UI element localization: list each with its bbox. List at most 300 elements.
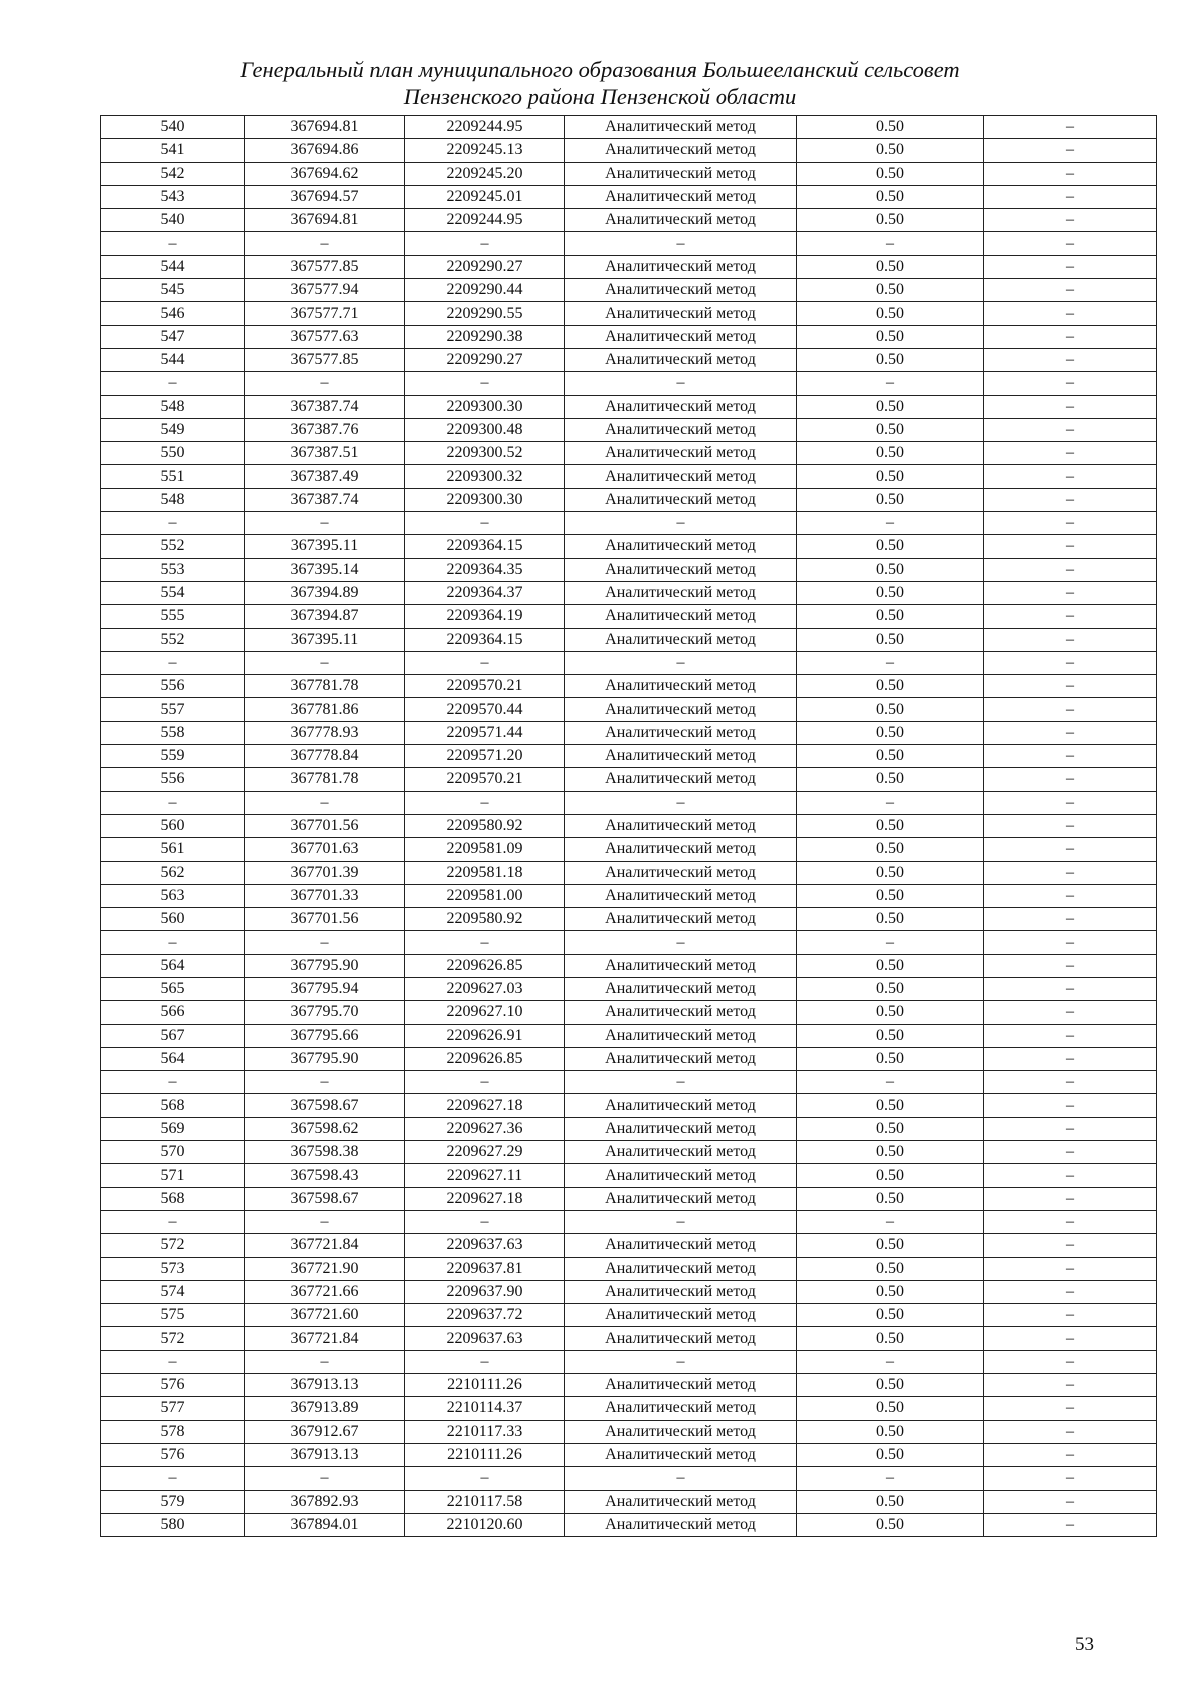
table-row xyxy=(101,838,1157,861)
accuracy-cell: – xyxy=(797,1071,984,1094)
table-row xyxy=(101,605,1157,628)
coordinates-table-body xyxy=(101,116,1157,1537)
accuracy-cell: 0.50 xyxy=(797,1513,984,1536)
point-number-cell: 574 xyxy=(101,1280,245,1303)
point-number-cell: 542 xyxy=(101,162,245,185)
x-coordinate-cell: 367694.81 xyxy=(245,209,405,232)
description-cell: – xyxy=(984,1187,1157,1210)
x-coordinate-cell: 367721.84 xyxy=(245,1234,405,1257)
document-header xyxy=(0,56,1200,110)
point-number-cell: – xyxy=(101,1210,245,1233)
x-coordinate-cell: 367795.94 xyxy=(245,977,405,1000)
point-number-cell: 576 xyxy=(101,1374,245,1397)
x-coordinate-cell: – xyxy=(245,931,405,954)
point-number-cell: 548 xyxy=(101,395,245,418)
method-cell: Аналитический метод xyxy=(565,814,797,837)
x-coordinate-cell: 367694.57 xyxy=(245,185,405,208)
x-coordinate-cell: 367912.67 xyxy=(245,1420,405,1443)
description-cell: – xyxy=(984,908,1157,931)
y-coordinate-cell: 2209627.03 xyxy=(405,977,565,1000)
x-coordinate-cell: 367577.94 xyxy=(245,279,405,302)
point-number-cell: 553 xyxy=(101,558,245,581)
y-coordinate-cell: 2210120.60 xyxy=(405,1513,565,1536)
x-coordinate-cell: 367694.81 xyxy=(245,116,405,139)
y-coordinate-cell: 2209637.63 xyxy=(405,1234,565,1257)
description-cell: – xyxy=(984,1443,1157,1466)
accuracy-cell: 0.50 xyxy=(797,442,984,465)
table-row xyxy=(101,814,1157,837)
description-cell: – xyxy=(984,721,1157,744)
y-coordinate-cell: 2209581.00 xyxy=(405,884,565,907)
method-cell: – xyxy=(565,232,797,255)
table-row xyxy=(101,185,1157,208)
x-coordinate-cell: 367387.76 xyxy=(245,418,405,441)
accuracy-cell: 0.50 xyxy=(797,395,984,418)
point-number-cell: – xyxy=(101,1350,245,1373)
method-cell: Аналитический метод xyxy=(565,1374,797,1397)
description-cell: – xyxy=(984,977,1157,1000)
method-cell: Аналитический метод xyxy=(565,1094,797,1117)
accuracy-cell: 0.50 xyxy=(797,675,984,698)
accuracy-cell: 0.50 xyxy=(797,1141,984,1164)
accuracy-cell: 0.50 xyxy=(797,884,984,907)
method-cell: Аналитический метод xyxy=(565,1443,797,1466)
accuracy-cell: 0.50 xyxy=(797,185,984,208)
y-coordinate-cell: 2209627.11 xyxy=(405,1164,565,1187)
x-coordinate-cell: 367795.90 xyxy=(245,1047,405,1070)
y-coordinate-cell: 2209290.55 xyxy=(405,302,565,325)
point-number-cell: 559 xyxy=(101,745,245,768)
table-row xyxy=(101,721,1157,744)
table-row xyxy=(101,908,1157,931)
y-coordinate-cell: 2209300.30 xyxy=(405,395,565,418)
method-cell: Аналитический метод xyxy=(565,1420,797,1443)
description-cell: – xyxy=(984,1164,1157,1187)
method-cell: Аналитический метод xyxy=(565,721,797,744)
accuracy-cell: 0.50 xyxy=(797,279,984,302)
accuracy-cell: 0.50 xyxy=(797,721,984,744)
y-coordinate-cell: 2209637.63 xyxy=(405,1327,565,1350)
accuracy-cell: 0.50 xyxy=(797,488,984,511)
y-coordinate-cell: 2209637.81 xyxy=(405,1257,565,1280)
y-coordinate-cell: 2209626.91 xyxy=(405,1024,565,1047)
x-coordinate-cell: 367701.33 xyxy=(245,884,405,907)
y-coordinate-cell: 2209290.27 xyxy=(405,255,565,278)
table-row xyxy=(101,512,1157,535)
description-cell: – xyxy=(984,791,1157,814)
method-cell: Аналитический метод xyxy=(565,1024,797,1047)
point-number-cell: – xyxy=(101,1071,245,1094)
accuracy-cell: 0.50 xyxy=(797,1280,984,1303)
method-cell: Аналитический метод xyxy=(565,908,797,931)
accuracy-cell: 0.50 xyxy=(797,255,984,278)
point-number-cell: 561 xyxy=(101,838,245,861)
table-row xyxy=(101,1420,1157,1443)
point-number-cell: 578 xyxy=(101,1420,245,1443)
description-cell: – xyxy=(984,535,1157,558)
method-cell: Аналитический метод xyxy=(565,139,797,162)
accuracy-cell: 0.50 xyxy=(797,1443,984,1466)
table-row xyxy=(101,1071,1157,1094)
x-coordinate-cell: 367781.78 xyxy=(245,768,405,791)
point-number-cell: 541 xyxy=(101,139,245,162)
y-coordinate-cell: 2209580.92 xyxy=(405,908,565,931)
x-coordinate-cell: 367721.66 xyxy=(245,1280,405,1303)
y-coordinate-cell: 2209627.18 xyxy=(405,1187,565,1210)
description-cell: – xyxy=(984,1397,1157,1420)
table-row xyxy=(101,1141,1157,1164)
x-coordinate-cell: 367721.90 xyxy=(245,1257,405,1280)
point-number-cell: 551 xyxy=(101,465,245,488)
x-coordinate-cell: 367795.70 xyxy=(245,1001,405,1024)
accuracy-cell: 0.50 xyxy=(797,1001,984,1024)
accuracy-cell: 0.50 xyxy=(797,348,984,371)
method-cell: Аналитический метод xyxy=(565,209,797,232)
y-coordinate-cell: 2209244.95 xyxy=(405,209,565,232)
x-coordinate-cell: 367598.67 xyxy=(245,1187,405,1210)
description-cell: – xyxy=(984,255,1157,278)
x-coordinate-cell: 367394.87 xyxy=(245,605,405,628)
method-cell: Аналитический метод xyxy=(565,838,797,861)
accuracy-cell: 0.50 xyxy=(797,139,984,162)
x-coordinate-cell: – xyxy=(245,791,405,814)
x-coordinate-cell: – xyxy=(245,1071,405,1094)
description-cell: – xyxy=(984,302,1157,325)
accuracy-cell: 0.50 xyxy=(797,418,984,441)
x-coordinate-cell: 367892.93 xyxy=(245,1490,405,1513)
y-coordinate-cell: 2209581.18 xyxy=(405,861,565,884)
accuracy-cell: 0.50 xyxy=(797,698,984,721)
method-cell: Аналитический метод xyxy=(565,768,797,791)
table-row xyxy=(101,1210,1157,1233)
point-number-cell: 550 xyxy=(101,442,245,465)
x-coordinate-cell: – xyxy=(245,1350,405,1373)
method-cell: Аналитический метод xyxy=(565,442,797,465)
method-cell: – xyxy=(565,372,797,395)
y-coordinate-cell: 2210117.33 xyxy=(405,1420,565,1443)
x-coordinate-cell: – xyxy=(245,372,405,395)
accuracy-cell: 0.50 xyxy=(797,814,984,837)
description-cell: – xyxy=(984,442,1157,465)
x-coordinate-cell: 367694.86 xyxy=(245,139,405,162)
description-cell: – xyxy=(984,1490,1157,1513)
y-coordinate-cell: – xyxy=(405,1071,565,1094)
point-number-cell: 570 xyxy=(101,1141,245,1164)
method-cell: – xyxy=(565,651,797,674)
method-cell: Аналитический метод xyxy=(565,884,797,907)
x-coordinate-cell: 367701.56 xyxy=(245,908,405,931)
x-coordinate-cell: 367394.89 xyxy=(245,581,405,604)
y-coordinate-cell: 2209290.38 xyxy=(405,325,565,348)
method-cell: Аналитический метод xyxy=(565,465,797,488)
point-number-cell: 579 xyxy=(101,1490,245,1513)
y-coordinate-cell: 2210111.26 xyxy=(405,1374,565,1397)
method-cell: Аналитический метод xyxy=(565,745,797,768)
y-coordinate-cell: 2209627.18 xyxy=(405,1094,565,1117)
point-number-cell: 547 xyxy=(101,325,245,348)
point-number-cell: 564 xyxy=(101,1047,245,1070)
method-cell: Аналитический метод xyxy=(565,954,797,977)
y-coordinate-cell: 2209364.37 xyxy=(405,581,565,604)
table-row xyxy=(101,1164,1157,1187)
y-coordinate-cell: 2209300.30 xyxy=(405,488,565,511)
point-number-cell: 560 xyxy=(101,814,245,837)
accuracy-cell: – xyxy=(797,791,984,814)
method-cell: Аналитический метод xyxy=(565,185,797,208)
method-cell: Аналитический метод xyxy=(565,488,797,511)
table-row xyxy=(101,1374,1157,1397)
description-cell: – xyxy=(984,605,1157,628)
point-number-cell: 556 xyxy=(101,675,245,698)
y-coordinate-cell: 2209637.72 xyxy=(405,1304,565,1327)
description-cell: – xyxy=(984,1467,1157,1490)
y-coordinate-cell: 2209300.52 xyxy=(405,442,565,465)
table-row xyxy=(101,465,1157,488)
table-row xyxy=(101,116,1157,139)
description-cell: – xyxy=(984,838,1157,861)
point-number-cell: 576 xyxy=(101,1443,245,1466)
description-cell: – xyxy=(984,162,1157,185)
method-cell: Аналитический метод xyxy=(565,395,797,418)
table-row xyxy=(101,325,1157,348)
point-number-cell: 544 xyxy=(101,255,245,278)
method-cell: Аналитический метод xyxy=(565,628,797,651)
table-row xyxy=(101,1327,1157,1350)
description-cell: – xyxy=(984,675,1157,698)
point-number-cell: 545 xyxy=(101,279,245,302)
method-cell: Аналитический метод xyxy=(565,675,797,698)
table-row xyxy=(101,1047,1157,1070)
coordinates-table xyxy=(100,115,1157,1537)
accuracy-cell: 0.50 xyxy=(797,1234,984,1257)
y-coordinate-cell: 2209627.10 xyxy=(405,1001,565,1024)
x-coordinate-cell: 367598.62 xyxy=(245,1117,405,1140)
point-number-cell: 575 xyxy=(101,1304,245,1327)
x-coordinate-cell: – xyxy=(245,512,405,535)
method-cell: Аналитический метод xyxy=(565,302,797,325)
y-coordinate-cell: – xyxy=(405,651,565,674)
method-cell: Аналитический метод xyxy=(565,1187,797,1210)
table-row xyxy=(101,954,1157,977)
accuracy-cell: – xyxy=(797,651,984,674)
method-cell: Аналитический метод xyxy=(565,1327,797,1350)
table-row xyxy=(101,791,1157,814)
description-cell: – xyxy=(984,651,1157,674)
method-cell: Аналитический метод xyxy=(565,1141,797,1164)
method-cell: Аналитический метод xyxy=(565,1513,797,1536)
table-row xyxy=(101,1001,1157,1024)
y-coordinate-cell: 2209245.13 xyxy=(405,139,565,162)
y-coordinate-cell: – xyxy=(405,512,565,535)
y-coordinate-cell: 2209626.85 xyxy=(405,1047,565,1070)
accuracy-cell: 0.50 xyxy=(797,605,984,628)
x-coordinate-cell: – xyxy=(245,1210,405,1233)
x-coordinate-cell: 367387.51 xyxy=(245,442,405,465)
y-coordinate-cell: 2209580.92 xyxy=(405,814,565,837)
table-row xyxy=(101,1094,1157,1117)
x-coordinate-cell: 367701.56 xyxy=(245,814,405,837)
y-coordinate-cell: 2209245.01 xyxy=(405,185,565,208)
y-coordinate-cell: 2209570.21 xyxy=(405,768,565,791)
point-number-cell: 577 xyxy=(101,1397,245,1420)
method-cell: Аналитический метод xyxy=(565,1304,797,1327)
description-cell: – xyxy=(984,395,1157,418)
x-coordinate-cell: – xyxy=(245,1467,405,1490)
table-row xyxy=(101,884,1157,907)
x-coordinate-cell: 367781.78 xyxy=(245,675,405,698)
point-number-cell: 565 xyxy=(101,977,245,1000)
description-cell: – xyxy=(984,768,1157,791)
accuracy-cell: 0.50 xyxy=(797,1397,984,1420)
x-coordinate-cell: 367913.13 xyxy=(245,1374,405,1397)
x-coordinate-cell: 367913.89 xyxy=(245,1397,405,1420)
accuracy-cell: 0.50 xyxy=(797,116,984,139)
table-row xyxy=(101,1257,1157,1280)
accuracy-cell: 0.50 xyxy=(797,1257,984,1280)
table-row xyxy=(101,1234,1157,1257)
description-cell: – xyxy=(984,465,1157,488)
description-cell: – xyxy=(984,372,1157,395)
accuracy-cell: 0.50 xyxy=(797,325,984,348)
table-row xyxy=(101,977,1157,1000)
point-number-cell: – xyxy=(101,1467,245,1490)
x-coordinate-cell: 367577.85 xyxy=(245,255,405,278)
method-cell: Аналитический метод xyxy=(565,348,797,371)
y-coordinate-cell: 2209244.95 xyxy=(405,116,565,139)
method-cell: – xyxy=(565,1071,797,1094)
table-row xyxy=(101,675,1157,698)
x-coordinate-cell: 367694.62 xyxy=(245,162,405,185)
y-coordinate-cell: 2209290.27 xyxy=(405,348,565,371)
y-coordinate-cell: – xyxy=(405,232,565,255)
method-cell: Аналитический метод xyxy=(565,1280,797,1303)
x-coordinate-cell: 367577.63 xyxy=(245,325,405,348)
x-coordinate-cell: – xyxy=(245,232,405,255)
point-number-cell: 580 xyxy=(101,1513,245,1536)
point-number-cell: 562 xyxy=(101,861,245,884)
method-cell: Аналитический метод xyxy=(565,162,797,185)
accuracy-cell: 0.50 xyxy=(797,581,984,604)
table-row xyxy=(101,1024,1157,1047)
description-cell: – xyxy=(984,209,1157,232)
y-coordinate-cell: 2209290.44 xyxy=(405,279,565,302)
y-coordinate-cell: 2209300.32 xyxy=(405,465,565,488)
y-coordinate-cell: 2209364.15 xyxy=(405,535,565,558)
y-coordinate-cell: 2209626.85 xyxy=(405,954,565,977)
description-cell: – xyxy=(984,488,1157,511)
point-number-cell: 558 xyxy=(101,721,245,744)
x-coordinate-cell: – xyxy=(245,651,405,674)
y-coordinate-cell: – xyxy=(405,1350,565,1373)
y-coordinate-cell: 2209300.48 xyxy=(405,418,565,441)
description-cell: – xyxy=(984,512,1157,535)
table-row xyxy=(101,1350,1157,1373)
description-cell: – xyxy=(984,1420,1157,1443)
accuracy-cell: 0.50 xyxy=(797,977,984,1000)
method-cell: Аналитический метод xyxy=(565,1164,797,1187)
description-cell: – xyxy=(984,698,1157,721)
table-row xyxy=(101,581,1157,604)
accuracy-cell: 0.50 xyxy=(797,1327,984,1350)
accuracy-cell: 0.50 xyxy=(797,628,984,651)
accuracy-cell: 0.50 xyxy=(797,768,984,791)
description-cell: – xyxy=(984,884,1157,907)
description-cell: – xyxy=(984,1374,1157,1397)
y-coordinate-cell: – xyxy=(405,1467,565,1490)
description-cell: – xyxy=(984,581,1157,604)
point-number-cell: 560 xyxy=(101,908,245,931)
table-row xyxy=(101,1467,1157,1490)
y-coordinate-cell: 2209364.15 xyxy=(405,628,565,651)
table-row xyxy=(101,1443,1157,1466)
x-coordinate-cell: 367395.11 xyxy=(245,535,405,558)
y-coordinate-cell: 2209245.20 xyxy=(405,162,565,185)
method-cell: Аналитический метод xyxy=(565,116,797,139)
table-row xyxy=(101,139,1157,162)
description-cell: – xyxy=(984,1257,1157,1280)
point-number-cell: – xyxy=(101,651,245,674)
point-number-cell: 540 xyxy=(101,116,245,139)
point-number-cell: 554 xyxy=(101,581,245,604)
point-number-cell: 543 xyxy=(101,185,245,208)
point-number-cell: – xyxy=(101,791,245,814)
y-coordinate-cell: 2209627.29 xyxy=(405,1141,565,1164)
point-number-cell: 571 xyxy=(101,1164,245,1187)
x-coordinate-cell: 367701.63 xyxy=(245,838,405,861)
method-cell: – xyxy=(565,512,797,535)
x-coordinate-cell: 367387.74 xyxy=(245,488,405,511)
accuracy-cell: 0.50 xyxy=(797,558,984,581)
accuracy-cell: – xyxy=(797,1210,984,1233)
description-cell: – xyxy=(984,1513,1157,1536)
table-row xyxy=(101,372,1157,395)
table-row xyxy=(101,395,1157,418)
x-coordinate-cell: 367701.39 xyxy=(245,861,405,884)
description-cell: – xyxy=(984,861,1157,884)
method-cell: – xyxy=(565,1350,797,1373)
description-cell: – xyxy=(984,1210,1157,1233)
description-cell: – xyxy=(984,232,1157,255)
table-row xyxy=(101,745,1157,768)
description-cell: – xyxy=(984,139,1157,162)
accuracy-cell: 0.50 xyxy=(797,838,984,861)
table-row xyxy=(101,1187,1157,1210)
description-cell: – xyxy=(984,1071,1157,1094)
point-number-cell: 546 xyxy=(101,302,245,325)
accuracy-cell: – xyxy=(797,931,984,954)
y-coordinate-cell: 2209364.19 xyxy=(405,605,565,628)
x-coordinate-cell: 367795.90 xyxy=(245,954,405,977)
point-number-cell: 567 xyxy=(101,1024,245,1047)
x-coordinate-cell: 367721.84 xyxy=(245,1327,405,1350)
description-cell: – xyxy=(984,279,1157,302)
x-coordinate-cell: 367913.13 xyxy=(245,1443,405,1466)
accuracy-cell: 0.50 xyxy=(797,861,984,884)
description-cell: – xyxy=(984,116,1157,139)
x-coordinate-cell: 367778.93 xyxy=(245,721,405,744)
accuracy-cell: 0.50 xyxy=(797,162,984,185)
description-cell: – xyxy=(984,628,1157,651)
method-cell: – xyxy=(565,1210,797,1233)
accuracy-cell: 0.50 xyxy=(797,465,984,488)
y-coordinate-cell: – xyxy=(405,372,565,395)
y-coordinate-cell: 2209637.90 xyxy=(405,1280,565,1303)
point-number-cell: 540 xyxy=(101,209,245,232)
table-row xyxy=(101,698,1157,721)
description-cell: – xyxy=(984,1327,1157,1350)
x-coordinate-cell: 367795.66 xyxy=(245,1024,405,1047)
method-cell: – xyxy=(565,931,797,954)
